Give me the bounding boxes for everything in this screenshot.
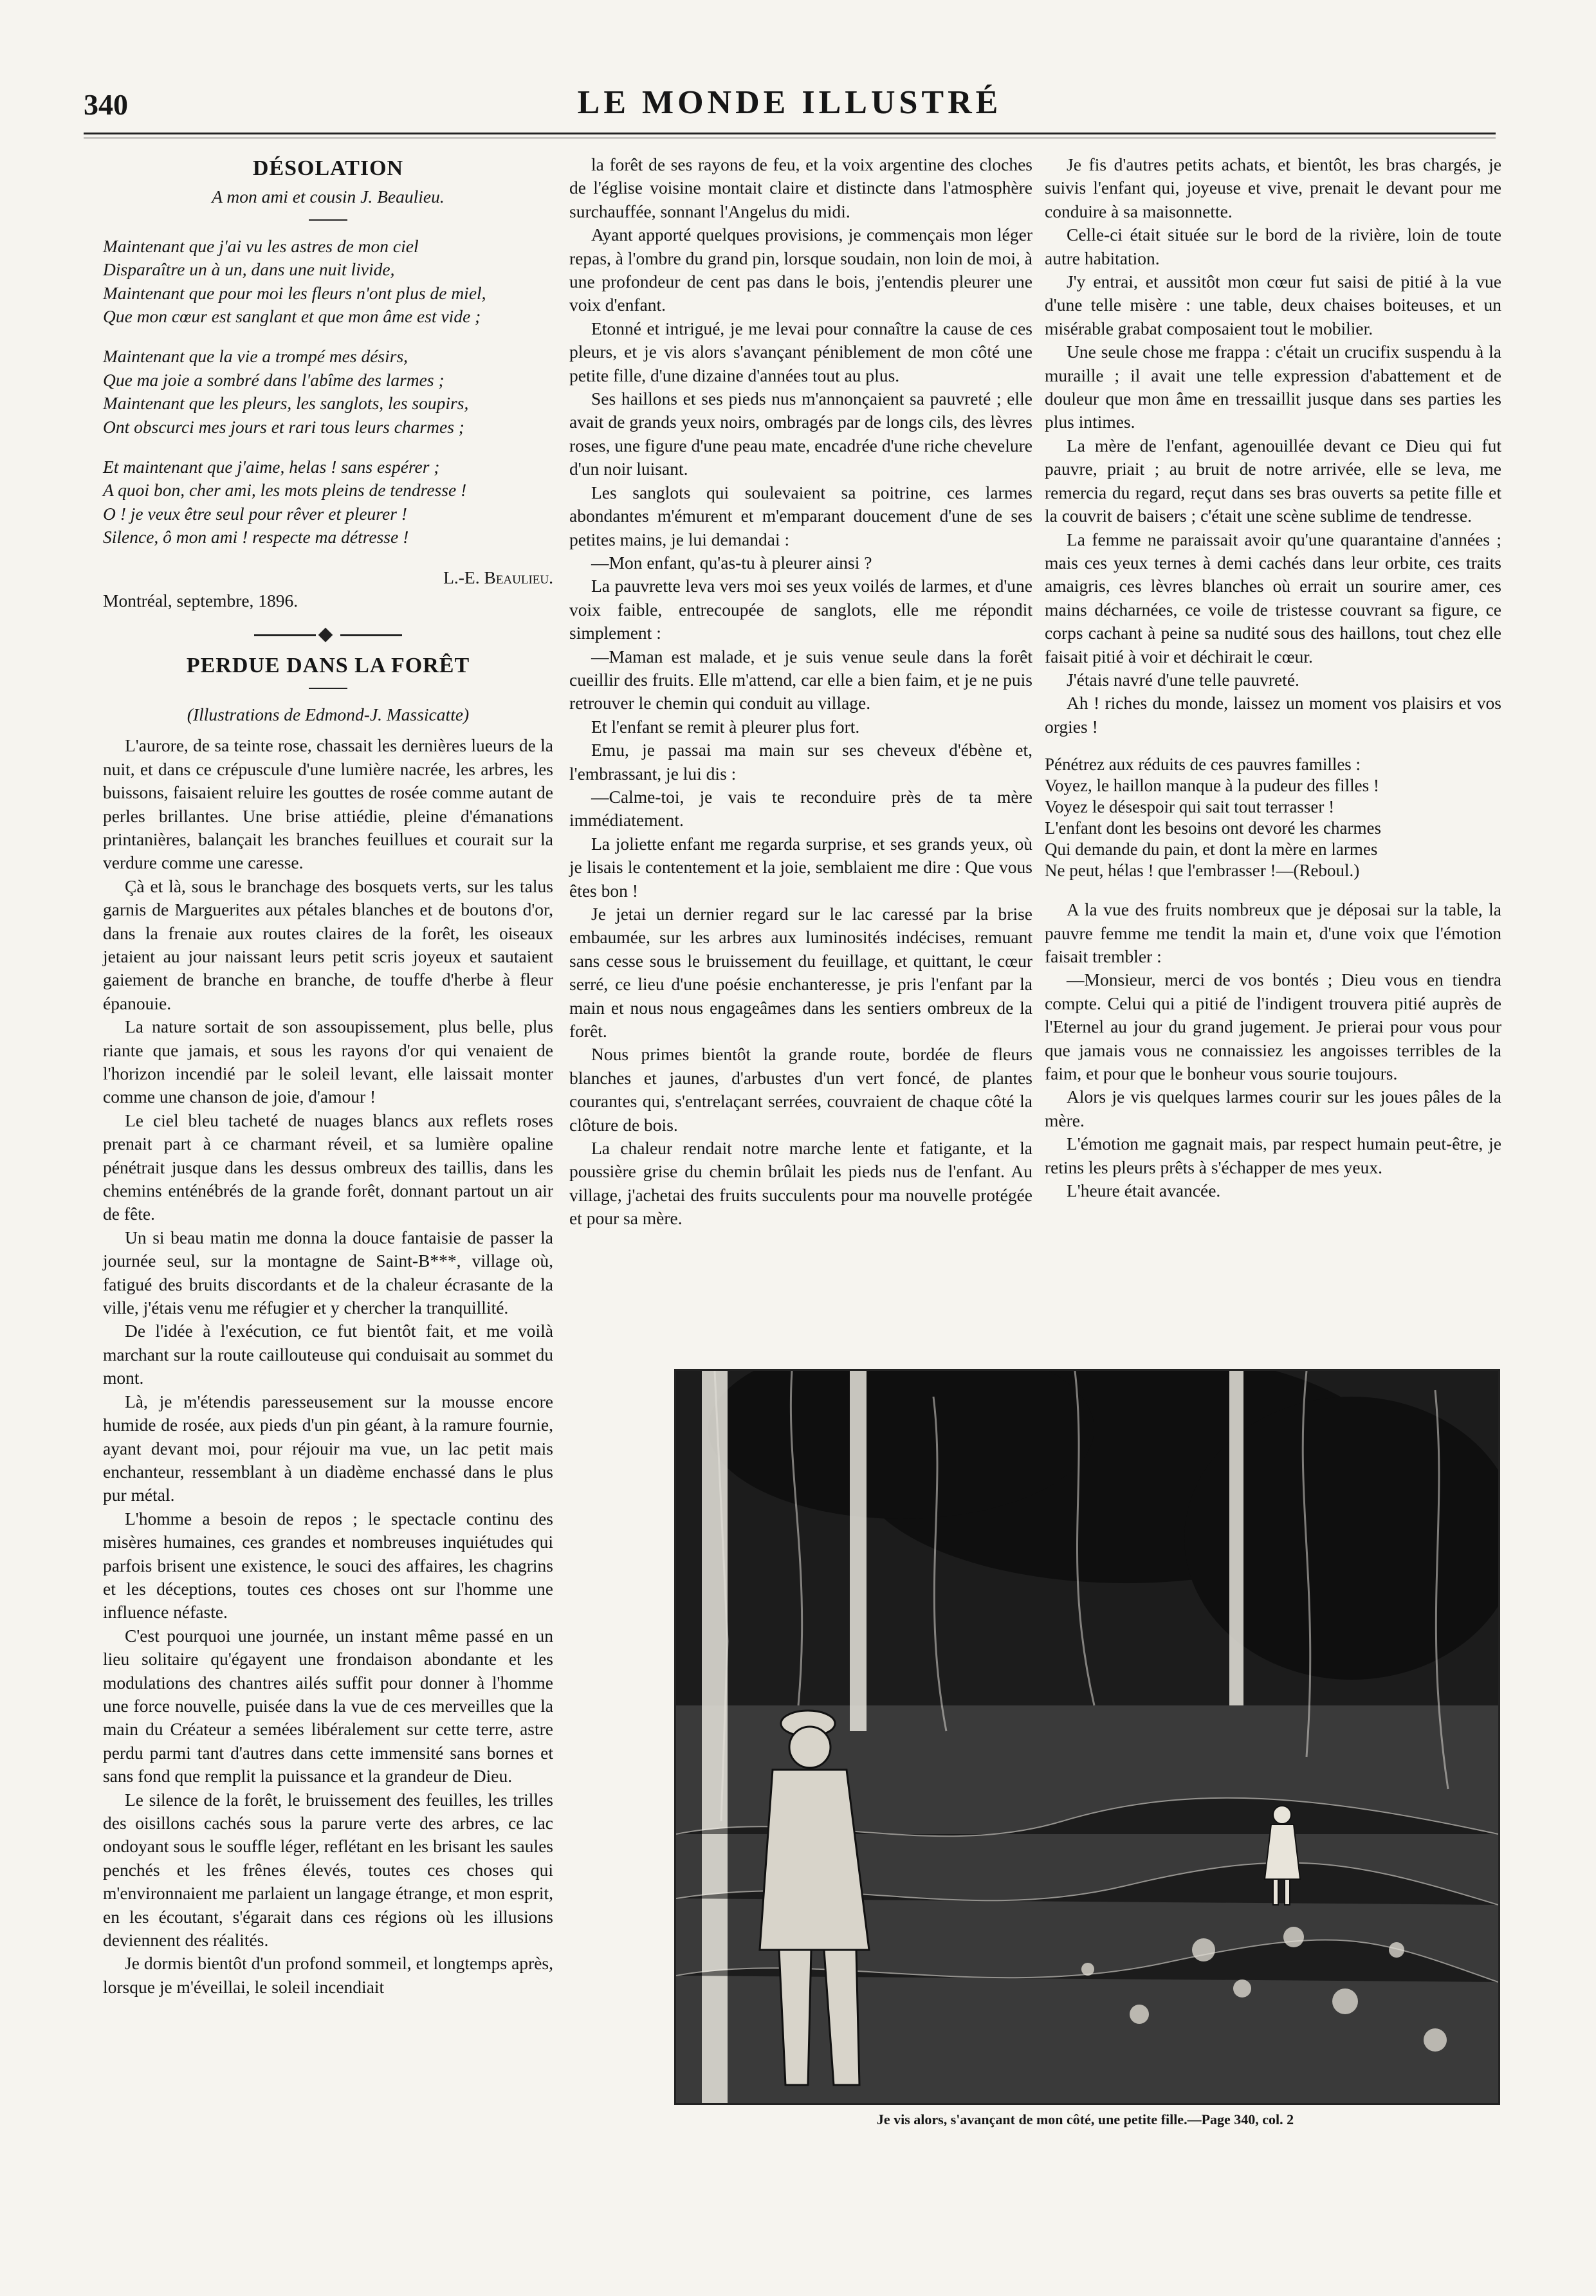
story-paragraph: Je jetai un dernier regard sur le lac caressé par la brise embaumée, sur les arbres aux luminosités indécises, remuant sans cesse sous le bruissement du feuillage, et quittant, le cœur serré, ce lieu d'une poésie enchanteresse, je pris l'enfant par la main et nous nous engageâmes dans les sentiers ombreux de la forêt. — [569, 904, 1032, 1042]
story-paragraph: Emu, je passai ma main sur ses cheveux d'ébène et, l'embrassant, je lui dis : — [569, 740, 1032, 784]
poem-title: DÉSOLATION — [252, 156, 404, 180]
poem-line: Ont obscurci mes jours et rari tous leurs charmes ; — [103, 416, 464, 437]
page-header — [84, 82, 1496, 134]
quoted-verse — [1045, 754, 1501, 881]
story-paragraph: C'est pourquoi une journée, un instant même passé en un lieu solitaire qu'égayent une frondaison abondante et les modulations des chantres ailés suffit pour donner à l'homme une force nouvelle, puisée dans la vue de ces merveilles que la main du Créateur a semées libéralement sur cette terre, astre perdu parmi tant d'autres dans cette immensité sans bornes et sans fond que remplit la puissance et la grandeur de Dieu. — [103, 1625, 553, 1786]
story-paragraph: J'y entrai, et aussitôt mon cœur fut saisi de pitié à la vue d'une telle misère : une table, deux chaises boiteuses, et un misérable grabat composaient tout le mobilier. — [1045, 271, 1501, 338]
story-paragraph: L'homme a besoin de repos ; le spectacle continu des misères humaines, ces grandes et nombreuses inquiétudes qui parfois brisent une existence, le souci des affaires, les chagrins et les déceptions, toutes ces choses ont sur l'homme une influence néfaste. — [103, 1508, 553, 1622]
story-paragraph: Etonné et intrigué, je me levai pour connaître la cause de ces pleurs, et je vis alors s'avançant péniblement de mon côté une petite fille, d'une dizaine d'années tout au plus. — [569, 318, 1032, 385]
poem-dedication: A mon ami et cousin J. Beaulieu. — [212, 187, 445, 207]
poem-signature: L.-E. Beaulieu. — [443, 567, 553, 587]
story-paragraph: Le silence de la forêt, le bruissement des feuilles, les trilles des oisillons cachés sous la parure verte des arbres, ce lac ondoyant sous le souffle léger, reflétant en les brisant les saules penchés et les frênes élevés, toutes ces choses qui m'environnaient me parlaient un langage étrange, et mon esprit, en les écoutant, s'égarait dans ces régions où les illusions deviennent des réalités. — [103, 1789, 553, 1951]
divider — [309, 688, 347, 689]
story-column-2-text — [569, 153, 1032, 1231]
verse-line: Ne peut, hélas ! que l'embrasser !—(Reboul.) — [1045, 861, 1360, 881]
story-paragraph: La nature sortait de son assoupissement, plus belle, plus riante que jamais, et sous les rayons d'or qui venaient de l'horizon incendié par le soleil levant, elle laissait monter comme une chanson de joie, d'amour ! — [103, 1016, 553, 1107]
story-paragraph: —Mon enfant, qu'as-tu à pleurer ainsi ? — [591, 552, 872, 573]
story-paragraph: Une seule chose me frappa : c'était un crucifix suspendu à la muraille ; il avait une telle expression d'abattement et de douleur que mon âme en tressaillit jusque dans ses parties les plus intimes. — [1045, 342, 1501, 432]
story-paragraph: Un si beau matin me donna la douce fantaisie de passer la journée seul, sur la montagne de Saint-B***, village où, fatigué des bruits discordants et de la chaleur écrasante de la ville, j'étais venu me réfugier et y chercher la tranquillité. — [103, 1227, 553, 1318]
forest-scene-image — [676, 1371, 1498, 2103]
story-paragraph: —Calme-toi, je vais te reconduire près de ta mère immédiatement. — [569, 786, 1032, 831]
poem-line: O ! je veux être seul pour rêver et pleurer ! — [103, 503, 407, 524]
story-paragraph: Je fis d'autres petits achats, et bientôt, les bras chargés, je suivis l'enfant qui, joyeuse et vive, prenait le devant pour me conduire à sa maisonnette. — [1045, 154, 1501, 221]
page-number: 340 — [84, 88, 128, 121]
story-paragraph: Je dormis bientôt d'un profond sommeil, et longtemps après, lorsque je m'éveillai, le soleil incendiait — [103, 1953, 553, 1997]
poem-body — [103, 235, 553, 549]
column-1 — [103, 153, 553, 1999]
story-paragraph: J'étais navré d'une telle pauvreté. — [1067, 669, 1299, 690]
story-paragraph: Ah ! riches du monde, laissez un moment vos plaisirs et vos orgies ! — [1045, 693, 1501, 737]
story-paragraph: L'émotion me gagnait mais, par respect humain peut-être, je retins les pleurs prêts à s'échapper de mes yeux. — [1045, 1134, 1501, 1177]
story-paragraph: L'aurore, de sa teinte rose, chassait les dernières lueurs de la nuit, et dans ce crépuscule d'une lumière nacrée, les arbres, les buissons, faisaient reluire les gouttes de rosée comme autant de perles brillantes. Une brise attiédie, pleine d'émanations printanières, balançait les branches feuillues et courait sur la verdure comme une caresse. — [103, 735, 553, 873]
story-title: PERDUE DANS LA FORÊT — [186, 653, 470, 677]
poem-line: Maintenant que pour moi les fleurs n'ont plus de miel, — [103, 282, 486, 303]
story-column-1-text — [103, 734, 553, 1999]
poem-stanza — [103, 345, 553, 439]
story-paragraph: A la vue des fruits nombreux que je déposai sur la table, la pauvre femme me tendit la main et, d'une voix que l'émotion faisait trembler : — [1045, 899, 1501, 966]
story-paragraph: La joliette enfant me regarda surprise, et ses grands yeux, où je lisais le contentement et la joie, semblaient me dire : Que vous êtes bon ! — [569, 833, 1032, 901]
poem-line: Que ma joie a sombré dans l'abîme des larmes ; — [103, 369, 445, 390]
illustration-caption: Je vis alors, s'avançant de mon côté, une petite fille.—Page 340, col. 2 — [876, 2111, 1294, 2127]
story-paragraph: Là, je m'étendis paresseusement sur la mousse encore humide de rosée, aux pieds d'un pin géant, à la ramure fournie, ayant devant moi, pour réjouir ma vue, un lac petit mais enchanteur, ressemblant à un diadème enchassé dans le plus pur métal. — [103, 1391, 553, 1505]
story-paragraph: Alors je vis quelques larmes courir sur les joues pâles de la mère. — [1045, 1087, 1501, 1130]
story-column-3-continued — [1045, 898, 1501, 1202]
story-paragraph: Et l'enfant se remit à pleurer plus fort. — [591, 716, 860, 737]
story-paragraph: Le ciel bleu tacheté de nuages blancs aux reflets roses prenait part à ce charmant réveil, et sa lumière opaline pénétrait jusque dans les dessus ombreux des taillis, dans les chemins enténébrés de la grande forêt, donnant partout un air de fête. — [103, 1110, 553, 1224]
verse-line: Pénétrez aux réduits de ces pauvres familles : — [1045, 755, 1361, 775]
story-paragraph: De l'idée à l'exécution, ce fut bientôt fait, et me voilà marchant sur la route caillouteuse qui conduisait au sommet du mont. — [103, 1321, 553, 1388]
masthead: LE MONDE ILLUSTRÉ — [577, 84, 1002, 121]
story-paragraph: —Monsieur, merci de vos bontés ; Dieu vous en tiendra compte. Celui qui a pitié de l'indigent trouvera pitié auprès de l'Eternel au jour du grand jugement. Je prierai pour vous pour que jamais vous ne connaissiez les angoisses terribles de la faim, et pour que le bonheur vous sourie toujours. — [1045, 969, 1501, 1083]
story-paragraph: Celle-ci était située sur le bord de la rivière, loin de toute autre habitation. — [1045, 225, 1501, 268]
story-paragraph: La mère de l'enfant, agenouillée devant ce Dieu qui fut pauvre, priait ; au bruit de notre arrivée, elle se leva, me remercia du regard, reçut dans ses bras ouverts sa petite fille et la couvrit de baisers ; c'était une scène sublime de tendresse. — [1045, 435, 1501, 526]
poem-line: Maintenant que les pleurs, les sanglots, les soupirs, — [103, 393, 469, 414]
story-paragraph: Çà et là, sous le branchage des bosquets verts, sur les talus garnis de Marguerites aux pétales blanches et de boutons d'or, dans la frenaie aux routes claires de la forêt, les oiseaux jetaient au jour naissant leurs petit scris joyeux et sautaient gaiement de branche en branche, de touffe d'herbe à fleur épanouie. — [103, 876, 553, 1013]
story-paragraph: Ses haillons et ses pieds nus m'annonçaient sa pauvreté ; elle avait de grands yeux noirs, ombragés par de longs cils, des lèvres roses, une figure d'une peau mate, encadrée d'une riche chevelure d'un noir luisant. — [569, 389, 1032, 479]
column-2 — [569, 153, 1032, 1231]
verse-line: Qui demande du pain, et dont la mère en larmes — [1045, 840, 1378, 859]
poem-place-date: Montréal, septembre, 1896. — [103, 591, 298, 611]
poem-line: A quoi bon, cher ami, les mots pleins de tendresse ! — [103, 480, 467, 501]
story-paragraph: La femme ne paraissait avoir qu'une quarantaine d'années ; mais ces yeux ternes à demi cachés dans leur orbite, ces traits amaigris, ces lèvres blanches où errait un sourire amer, ces mains décharnées, ce voile de tristesse couvrant sa figure, ce corps cachant à peine sa nudité sous des haillons, tout chez elle faisait pitié à voir et déchirait le cœur. — [1045, 529, 1501, 666]
story-paragraph: la forêt de ses rayons de feu, et la voix argentine des cloches de l'église voisine montait claire et distincte dans l'atmosphère surchauffée, sonnant l'Angelus du midi. — [569, 154, 1032, 221]
poem-stanza — [103, 455, 553, 549]
verse-line: Voyez le désespoir qui sait tout terrasser ! — [1045, 797, 1335, 817]
header-rule — [84, 133, 1496, 134]
poem-stanza — [103, 235, 553, 329]
poem-line: Que mon cœur est sanglant et que mon âme est vide ; — [103, 306, 481, 327]
story-paragraph: Ayant apporté quelques provisions, je commençais mon léger repas, à l'ombre du grand pin, lorsque soudain, non loin de moi, à une profondeur de cent pas dans le bois, j'entendis pleurer une voix d'enfant. — [569, 225, 1032, 315]
story-paragraph: Nous primes bientôt la grande route, bordée de fleurs blanches et jaunes, d'arbustes d'un vert foncé, de plantes courantes qui, s'entrelaçant serrées, couvraient de chaque côté la clôture de bois. — [569, 1044, 1032, 1135]
story-column-3-text — [1045, 153, 1501, 739]
story-credit: (Illustrations de Edmond-J. Massicatte) — [187, 704, 470, 724]
poem-line: Maintenant que j'ai vu les astres de mon ciel — [103, 235, 419, 256]
story-paragraph: L'heure était avancée. — [1067, 1180, 1221, 1201]
poem-line: Silence, ô mon ami ! respecte ma détresse ! — [103, 527, 409, 547]
verse-line: Voyez, le haillon manque à la pudeur des filles ! — [1045, 776, 1379, 796]
story-paragraph: La pauvrette leva vers moi ses yeux voilés de larmes, et d'une voix faible, entrecoupée de sanglots, elle me répondit simplement : — [569, 576, 1032, 643]
verse-line: L'enfant dont les besoins ont devoré les charmes — [1045, 818, 1381, 838]
story-paragraph: La chaleur rendait notre marche lente et fatigante, et la poussière grise du chemin brûlait les pieds nus de l'enfant. Au village, j'achetai des fruits succulents pour ma nouvelle protégée et pour sa mère. — [569, 1138, 1032, 1229]
divider — [309, 219, 347, 221]
ornament-divider — [254, 630, 402, 640]
story-paragraph: Les sanglots qui soulevaient sa poitrine, ces larmes abondantes m'émurent et m'emparant doucement d'une de ses petites mains, je lui demandai : — [569, 482, 1032, 549]
poem-line: Et maintenant que j'aime, helas ! sans espérer ; — [103, 457, 440, 477]
poem-line: Maintenant que la vie a trompé mes désirs, — [103, 346, 408, 367]
column-3 — [1045, 153, 1501, 1202]
story-paragraph: —Maman est malade, et je suis venue seule dans la forêt cueillir des fruits. Elle m'attend, car elle a bien faim, et je ne puis retrouver le chemin qui conduit au village. — [569, 646, 1032, 713]
forest-illustration — [674, 1369, 1500, 2105]
poem-line: Disparaître un à un, dans une nuit livide, — [103, 259, 395, 280]
